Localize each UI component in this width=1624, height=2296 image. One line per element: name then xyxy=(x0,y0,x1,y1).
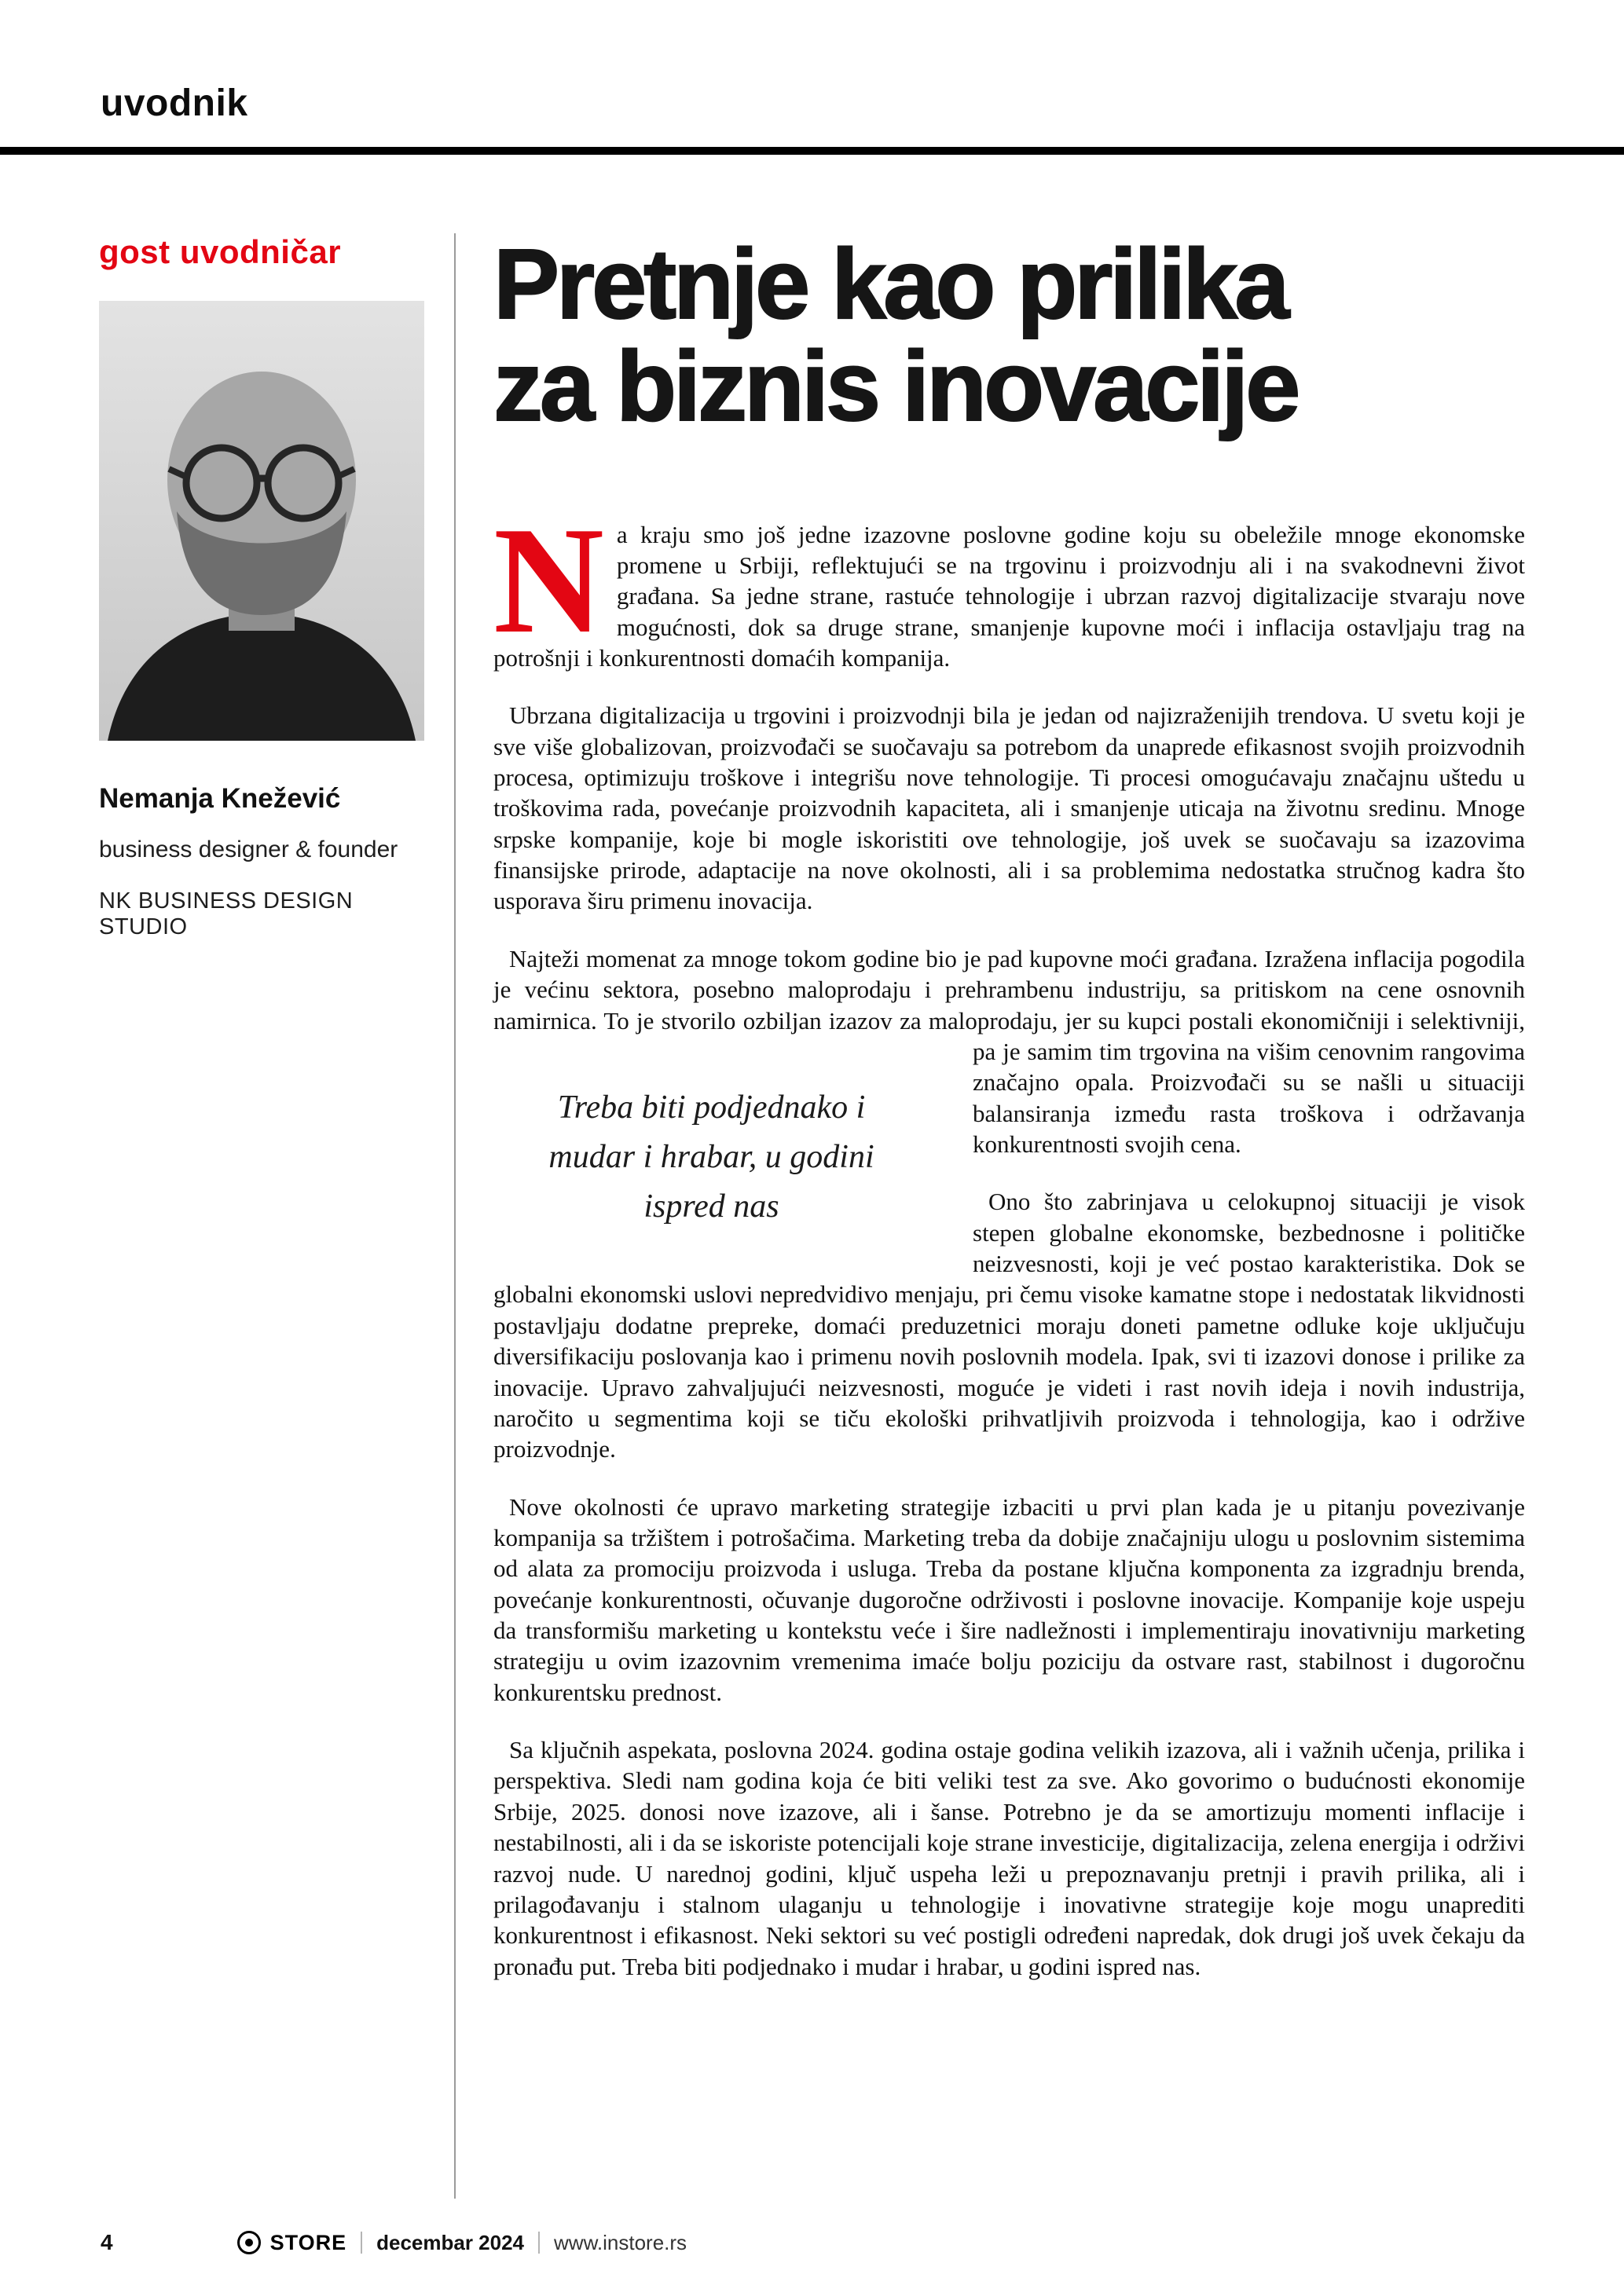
footer-separator xyxy=(538,2232,540,2254)
article-column xyxy=(456,229,1526,2199)
portrait-photo xyxy=(99,301,424,741)
paragraph-3-text-before-quote: Najteži momenat za mnoge tokom godine bio je pad kupovne moći građana. Izražena inflacija pogodila je većinu sektora, posebno maloprodaju i prehrambenu industriju, sa pritiskom na cene osnovnih namirnica. To je stvorilo ozbiljan izazov za maloprodaju, jer su kupci postali ekonomičniji i selektivniji, pa je samim tim trgovina na višim xyxy=(493,944,1525,1065)
article-body xyxy=(493,495,1526,1982)
paragraph-1 xyxy=(493,495,1525,674)
paragraph-4: Ono što zabrinjava u celokupnoj situaciji je visok stepen globalne ekonomske, bezbednosne i političke neizvesnosti, koji je već postao karakteristika. Dok se globalni ekonomski uslovi nepredvidivo menjaju, pri čemu visoke kamatne stope i nedostatak likvidnosti postavljaju dodatne prepreke, domaći preduzetnici moraju doneti pametne odluke koje uključuju diversifikaciju poslovanja kao i primenu novih poslovnih modela. Ipak, svi ti izazovi donose i prilike za inovacije. Upravo zahvaljujući neizvesnosti, moguće je videti i rast novih ideja i novih industrija, naročito u segmentima koji se tiču ekološki prihvatljivih proizvoda i tehnologija, kao i održive proizvodnje. xyxy=(493,1188,1525,1463)
author-sidebar xyxy=(99,233,454,2199)
brand-name: STORE xyxy=(269,2230,347,2254)
article-headline xyxy=(493,229,1525,441)
masthead xyxy=(0,0,1624,125)
pull-quote-text: Treba biti podjednako i mudar i hrabar, u godini ispred nas xyxy=(548,1089,874,1225)
headline-line-2: za biznis inovacije xyxy=(493,330,1298,441)
magazine-url: www.instore.rs xyxy=(554,2230,687,2254)
drop-cap: N xyxy=(493,495,604,665)
kicker-label: gost uvodničar xyxy=(99,233,342,270)
top-rule xyxy=(0,147,1624,155)
issue-date: decembar 2024 xyxy=(376,2230,525,2254)
paragraph-2: Ubrzana digitalizacija u trgovini i proizvodnji bila je jedan od najizraženijih trendova. U svetu koji je sve više globalizovan, proizvođači se suočavaju sa potrebom da unaprede efikasnost svojih proizvodnih procesa, optimizuju troškove i integrišu nove tehnologije. Ti procesi omogućavaju značajnu uštedu u troškovima rada, povećanje proizvodnih kapaciteta, ali i smanjenje uticaja na životnu sredinu. Mnoge srpske kompanije, koje bi mogle iskoristiti ove tehnologije, još uvek se suočavaju sa izazovima finansijske prirode, adaptacije na nove okolnosti, ali i sa problemima nedostatka stručnog kadra što usporava širu primenu inovacija. xyxy=(493,701,1525,915)
paragraph-3 xyxy=(493,943,1526,1225)
paragraph-5: Nove okolnosti će upravo marketing strategije izbaciti u prvi plan kada je u pitanju povezivanje kompanija sa tržištem i potrošačima. Marketing treba da dobije značajniju ulogu u poslovnim sistemima od alata za promociju proizvoda i usluga. Treba da postane ključna komponenta za izgradnju brenda, povećanje konkurentnosti, očuvanje dugoročne održivosti i poslovne inovacije. Kompanije koje uspeju da transformišu marketing u kontekstu veće i šire nadležnosti i implementiraju inovativniju marketing strategiju u ovim izazovnim vremenima imaće bolju poziciju da ostvare rast, stabilnost i dugoročnu konkurentsku prednost. xyxy=(493,1492,1525,1706)
author-role: business designer & founder xyxy=(99,837,398,862)
author-studio: NK BUSINESS DESIGN STUDIO xyxy=(99,888,354,939)
footer-brand xyxy=(237,2231,347,2255)
instore-logo-icon xyxy=(237,2231,261,2254)
paragraph-1-text: a kraju smo još jedne izazovne poslovne godine koju su obeležile mnoge ekonomske promene u Srbiji, reflektujući se na trgovinu i proizvodnju ali i na svakodnevni život građana. Sa jedne strane, rastuće tehnologije i ubrzan razvoj digitalizacije stvaraju nove mogućnosti, dok sa druge strane, smanjenje kupovne moći i inflacija ostavljaju trag na potrošnji i konkurentnosti domaćih kompanija. xyxy=(493,520,1525,672)
paragraph-3-text-after-quote: cenovnim rangovima značajno opala. Proizvođači su se našli u situaciji balansiranja između rasta troškova i održavanja konkurentnosti svojih cena. xyxy=(973,1037,1526,1158)
headline-line-1: Pretnje kao prilika xyxy=(493,229,1287,339)
author-name: Nemanja Knežević xyxy=(99,783,341,814)
page-footer xyxy=(0,2230,1624,2296)
page-number: 4 xyxy=(101,2230,113,2254)
footer-separator xyxy=(361,2232,362,2254)
section-label: uvodnik xyxy=(101,82,248,124)
content-area xyxy=(0,155,1624,2230)
paragraph-6: Sa ključnih aspekata, poslovna 2024. godina ostaje godina velikih izazova, ali i važnih učenja, prilika i perspektiva. Sledi nam godina koja će biti veliki test za sve. Ako govorimo o budućnosti ekonomije Srbije, 2025. donosi nove izazove, ali i šanse. Potrebno je da se amortizuju momenti inflacije i nestabilnosti, ali i da se iskoriste potencijali koje strane investicije, digitalizacija, zelena energija i održivi razvoj nude. U narednoj godini, ključ uspeha leži u prepoznavanju pretnji i pravih prilika, ali i prilagođavanju i stalnom ulaganju u tehnologije i inovativne strategije koje mogu unaprediti konkurentnost i efikasnost. Neki sektori su već postigli određeni napredak, dok drugi još uvek čekaju da pronađu put. Treba biti podjednako i mudar i hrabar, u godini ispred nas. xyxy=(493,1736,1525,1980)
pull-quote xyxy=(493,1053,929,1262)
